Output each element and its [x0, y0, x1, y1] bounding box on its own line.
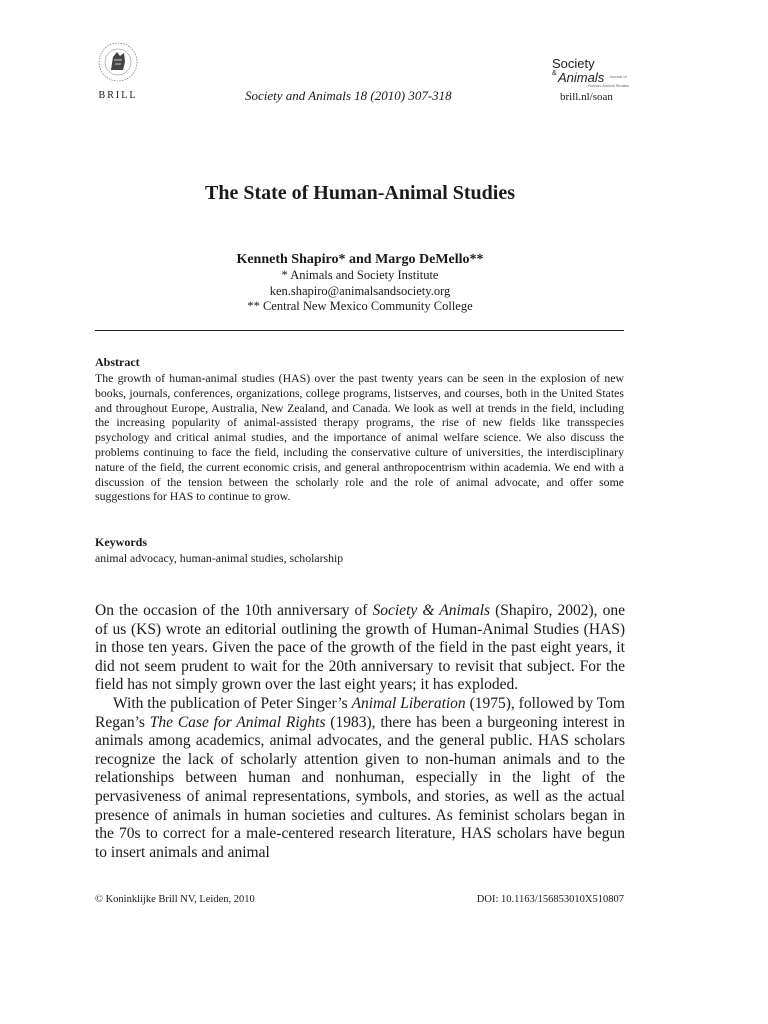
- brill-logo: [95, 40, 141, 104]
- brill-seal-icon: [95, 40, 141, 86]
- abstract-text: The growth of human-animal studies (HAS) over the past twenty years can be seen in the explosion of new books, journals, conferences, organizations, college programs, listserves, and courses, both in the United States and throughout Europe, Australia, New Zealand, and Canada. We look as well at trends in the field, including the increasing popularity of animal-assisted therapy programs, the rise of new fields like transspecies psychology and critical animal studies, and the importance of animal welfare science. We also discuss the problems continuing to face the field, including the conservative culture of universities, the interdisciplinary nature of the field, the current economic crisis, and general anthropocentrism within academia. We end with a discussion of the tension between the scholarly role and the role of animal advocate, and offer some suggestions for HAS to continue to grow.: [95, 371, 624, 504]
- logo-journal-of-text: Journal of: [609, 74, 627, 79]
- body-p2-book-title-1: Animal Liberation: [351, 694, 466, 712]
- journal-url[interactable]: brill.nl/soan: [560, 91, 613, 103]
- section-divider: [95, 330, 624, 331]
- body-p1-journal-title: Society & Animals: [372, 602, 491, 619]
- affiliation-2: ** Central New Mexico Community College: [247, 299, 473, 313]
- body-p2-text-c: (1983), there has been a burgeoning interest in animals among academics, animal advocates, and the general public. HAS scholars recognize the lack of scholarly attention given to non-human animals and to the relationships between human and nonhuman, especially in the light of the pervasiveness of animal representations, symbols, and stories, as well as the actual presence of animals in human societies and cultures. As feminist scholars began in the 70s to correct for a male-centered research literature, HAS scholars have begun to insert animals and animal: [95, 713, 625, 861]
- body-p1-text-b: (Shapiro, 2002), one of us (KS) wrote an editorial outlining the growth of Human-Animal Studies (HAS) in those ten years. Given the pace of the growth of the field in the past eight years, it did not seem prudent to wait for the 20th anniversary to revisit that subject. For the field has not simply grown over the last eight years; it has exploded.: [95, 602, 625, 694]
- body-p2-text-a: With the publication of Peter Singer’s: [113, 694, 352, 712]
- affiliation-1: * Animals and Society Institute: [281, 268, 439, 282]
- doi[interactable]: DOI: 10.1163/156853010X510807: [476, 894, 624, 905]
- abstract-heading: Abstract: [95, 355, 140, 369]
- body-p2-book-title-2: The Case for Animal Rights: [149, 713, 326, 731]
- body-p1-text-a: On the occasion of the 10th anniversary of: [95, 602, 373, 619]
- body-p2-text-b: (1975), followed by Tom Regan’s: [95, 694, 625, 731]
- body-text: [95, 602, 625, 862]
- authors: Kenneth Shapiro* and Margo DeMello**: [236, 252, 484, 267]
- copyright-notice: © Koninklijke Brill NV, Leiden, 2010: [95, 894, 255, 905]
- keywords-text: animal advocacy, human-animal studies, scholarship: [95, 551, 344, 565]
- keywords-heading: Keywords: [95, 535, 147, 549]
- logo-society-text: Society: [552, 56, 595, 71]
- article-title: The State of Human-Animal Studies: [204, 182, 516, 204]
- logo-animals-text: Animals: [558, 70, 605, 85]
- journal-citation: Society and Animals 18 (2010) 307-318: [245, 88, 452, 103]
- logo-amp-text: &: [552, 70, 557, 77]
- author-email[interactable]: ken.shapiro@animalsandsociety.org: [269, 284, 451, 298]
- publisher-name: BRILL: [98, 90, 138, 101]
- logo-subtitle-text: Human-Animal Studies: [588, 83, 629, 88]
- society-animals-logo: [552, 56, 632, 96]
